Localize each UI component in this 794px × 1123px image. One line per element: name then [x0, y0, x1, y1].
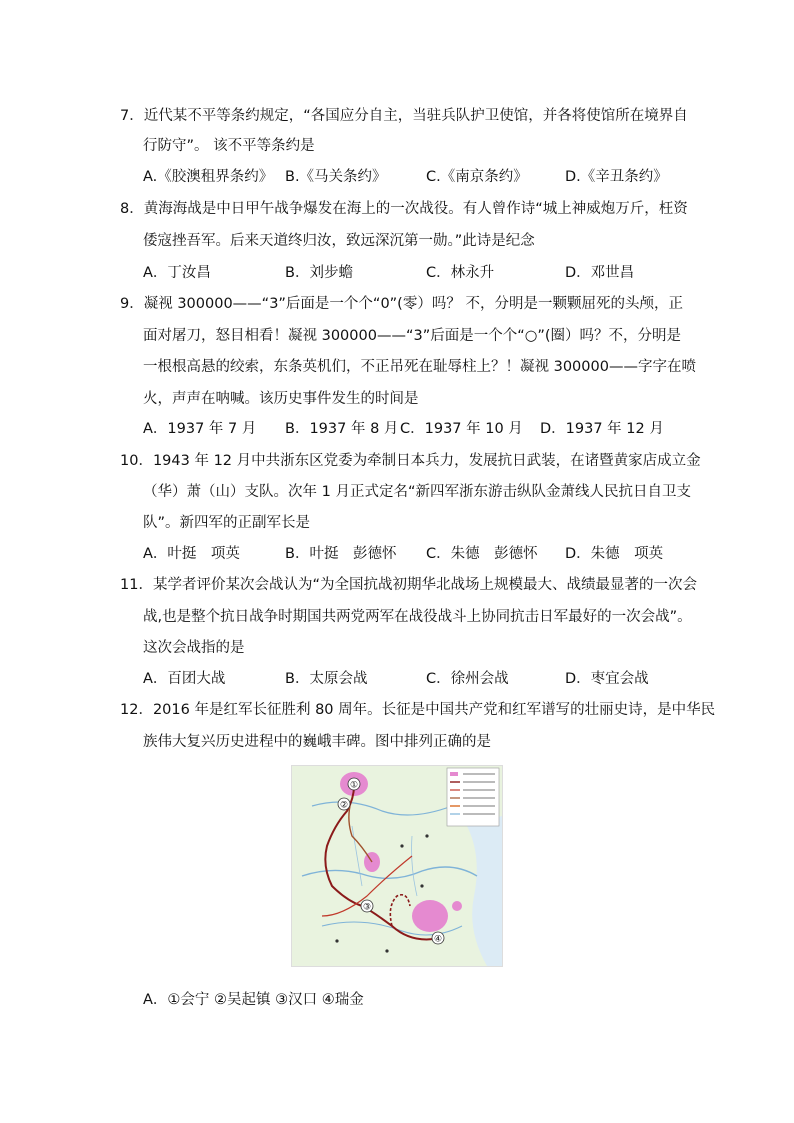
q10-line-2: （华）萧（山）支队。次年 1 月正式定名“新四军浙东游击纵队金萧线人民抗日自卫支	[143, 484, 691, 500]
q7-option-b: B.《马关条约》	[285, 169, 387, 185]
q7-line-2: 行防守”。 该不平等条约是	[143, 138, 315, 154]
q11-line-2: 战,也是整个抗日战争时期国共两党两军在战役战斗上协同抗击日军最好的一次会战”。	[143, 609, 692, 625]
map-svg	[292, 766, 502, 966]
city-dot-5	[385, 949, 388, 952]
q7-option-c: C.《南京条约》	[426, 169, 528, 185]
q9-line-4: 火，声声在呐喊。该历史事件发生的时间是	[143, 391, 419, 407]
q9-line-2: 面对屠刀，怒目相看！凝视 300000——“3”后面是一个个“○”(圈）吗？不，分明是	[143, 328, 682, 344]
svg-text:①: ①	[349, 780, 359, 791]
q12-line-2: 族伟大复兴历史进程中的巍峨丰碑。图中排列正确的是	[143, 734, 491, 750]
q7-line-1: 7．近代某不平等条约规定，“各国应分自主，当驻兵队护卫使馆，并各将使馆所在境界自	[120, 108, 688, 124]
q11-option-b: B．太原会战	[285, 671, 368, 687]
q12-line-1: 12．2016 年是红军长征胜利 80 周年。长征是中国共产党和红军谱写的壮丽史诗，是中华民	[120, 702, 716, 718]
q10-option-b: B．叶挺 彭德怀	[285, 546, 397, 562]
svg-text:②: ②	[339, 800, 349, 811]
q10-option-d: D．朱德 项英	[565, 546, 664, 562]
q8-line-1: 8．黄海海战是中日甲午战争爆发在海上的一次战役。有人曾作诗“城上神威炮万斤，枉资	[120, 201, 688, 217]
base-area-minor	[452, 901, 462, 911]
map-marker-1	[348, 778, 360, 791]
city-dot-1	[400, 844, 403, 847]
q9-option-d: D．1937 年 12 月	[540, 421, 664, 437]
q9-line-1: 9．凝视 300000——“3”后面是一个个“0”(零）吗？ 不，分明是一颗颗屈死的头颅，正	[120, 296, 683, 312]
q9-option-a: A．1937 年 7 月	[143, 421, 257, 437]
city-dot-4	[335, 939, 338, 942]
svg-text:④: ④	[433, 934, 443, 945]
q9-line-3: 一根根高悬的绞索，东条英机们，不正吊死在耻辱柱上？！凝视 300000——字字在喷	[143, 359, 696, 375]
base-area-jiangxi	[412, 900, 448, 932]
q7-option-a: A.《胶澳租界条约》	[143, 169, 274, 185]
map-marker-3	[361, 900, 373, 913]
q10-line-1: 10．1943 年 12 月中共浙东区党委为牵制日本兵力，发展抗日武装，在诸暨黄家店成立金	[120, 453, 701, 469]
legend-swatch-1	[450, 772, 458, 776]
q11-line-3: 这次会战指的是	[143, 640, 245, 656]
q11-option-d: D．枣宜会战	[565, 671, 649, 687]
q10-option-c: C．朱德 彭德怀	[426, 546, 538, 562]
q8-option-b: B．刘步蟾	[285, 265, 353, 281]
q7-option-d: D.《辛丑条约》	[565, 169, 668, 185]
svg-text:③: ③	[362, 902, 372, 913]
q8-option-c: C．林永升	[426, 265, 495, 281]
q9-option-b: B．1937 年 8 月	[285, 421, 399, 437]
q8-option-d: D．邓世昌	[565, 265, 635, 281]
map-marker-2	[338, 798, 350, 811]
city-dot-3	[420, 884, 423, 887]
q12-option-a: A．①会宁 ②吴起镇 ③汉口 ④瑞金	[143, 992, 364, 1008]
q10-line-3: 队”。新四军的正副军长是	[143, 515, 311, 531]
q9-option-c: C．1937 年 10 月	[400, 421, 523, 437]
long-march-map	[291, 765, 503, 967]
q11-option-c: C．徐州会战	[426, 671, 509, 687]
q10-option-a: A．叶挺 项英	[143, 546, 240, 562]
city-dot-2	[425, 834, 428, 837]
q11-option-a: A．百团大战	[143, 671, 226, 687]
q11-line-1: 11．某学者评价某次会战认为“为全国抗战初期华北战场上规模最大、战绩最显著的一次会	[120, 577, 697, 593]
q8-option-a: A．丁汝昌	[143, 265, 211, 281]
map-marker-4	[432, 932, 444, 945]
q8-line-2: 倭寇挫吾军。后来天道终归汝，致远深沉第一勋。”此诗是纪念	[143, 233, 535, 249]
